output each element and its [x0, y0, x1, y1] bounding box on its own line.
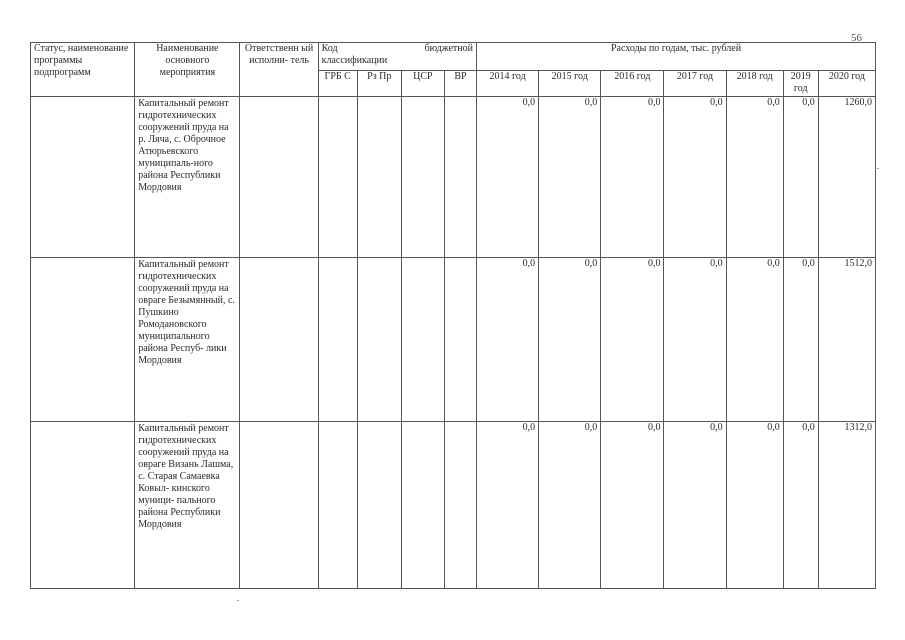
row-value-2018: 0,0 [726, 422, 783, 589]
header-year-2018: 2018 год [726, 71, 783, 97]
header-kod-right: бюджетной [424, 43, 474, 54]
row-grbs [318, 97, 357, 258]
header-event-name: Наименование основного мероприятия [135, 43, 240, 97]
row-value-2014: 0,0 [477, 422, 539, 589]
header-budget-code [318, 43, 476, 71]
header-vr: ВР [444, 71, 476, 97]
row-value-2017: 0,0 [664, 97, 726, 258]
row-rzpr [357, 97, 401, 258]
header-year-2015: 2015 год [539, 71, 601, 97]
row-csr [401, 258, 444, 422]
header-kod-left: Код [321, 43, 338, 54]
row-event-name: Капитальный ремонт гидротехнических сооружений пруда на овраге Визань Лашма, с. Старая Самаевка Ковыл- кинского муници- пального района Республики Мордовия [135, 422, 240, 589]
header-year-2020: 2020 год [818, 71, 875, 97]
row-value-2017: 0,0 [664, 258, 726, 422]
row-value-2017: 0,0 [664, 422, 726, 589]
row-value-2020: 1260,0 [818, 97, 875, 258]
table-header [31, 43, 876, 97]
header-expenses: Расходы по годам, тыс. рублей [477, 43, 876, 71]
row-vr [444, 422, 476, 589]
row-csr [401, 422, 444, 589]
table-row [31, 258, 876, 422]
header-rzpr: Рз Пр [357, 71, 401, 97]
header-year-2014: 2014 год [477, 71, 539, 97]
row-status [31, 97, 135, 258]
header-csr: ЦСР [401, 71, 444, 97]
row-grbs [318, 258, 357, 422]
row-value-2018: 0,0 [726, 258, 783, 422]
row-status [31, 422, 135, 589]
row-value-2019: 0,0 [783, 258, 818, 422]
row-responsible [240, 422, 318, 589]
header-budget-code-line2: классификации [321, 55, 388, 66]
header-status: Статус, наименование программы подпрограмм [31, 43, 135, 97]
row-value-2014: 0,0 [477, 258, 539, 422]
header-year-2017: 2017 год [664, 71, 726, 97]
row-event-name: Капитальный ремонт гидротехнических сооружений пруда на р. Ляча, с. Оброчное Атюрьевского муниципаль-ного района Республики Мордовия [135, 97, 240, 258]
row-vr [444, 258, 476, 422]
header-grbs: ГРБ С [318, 71, 357, 97]
table-row [31, 422, 876, 589]
row-value-2018: 0,0 [726, 97, 783, 258]
row-status [31, 258, 135, 422]
row-vr [444, 97, 476, 258]
row-value-2020: 1312,0 [818, 422, 875, 589]
row-value-2015: 0,0 [539, 422, 601, 589]
row-value-2016: 0,0 [601, 422, 664, 589]
table-row [31, 97, 876, 258]
scan-speck [877, 168, 879, 169]
header-year-2019: 2019 год [783, 71, 818, 97]
row-csr [401, 97, 444, 258]
row-rzpr [357, 422, 401, 589]
row-value-2019: 0,0 [783, 97, 818, 258]
row-responsible [240, 258, 318, 422]
row-value-2020: 1512,0 [818, 258, 875, 422]
row-grbs [318, 422, 357, 589]
row-value-2016: 0,0 [601, 258, 664, 422]
scan-speck [237, 600, 239, 601]
header-budget-code-line1 [322, 43, 473, 55]
header-year-2016: 2016 год [601, 71, 664, 97]
page-number: 56 [851, 32, 862, 44]
row-value-2016: 0,0 [601, 97, 664, 258]
row-value-2014: 0,0 [477, 97, 539, 258]
row-event-name: Капитальный ремонт гидротехнических сооружений пруда на овраге Безымянный, с. Пушкино Ромодановского муниципального района Респуб- лики Мордовия [135, 258, 240, 422]
budget-table [30, 42, 876, 589]
row-value-2015: 0,0 [539, 97, 601, 258]
row-responsible [240, 97, 318, 258]
row-rzpr [357, 258, 401, 422]
row-value-2015: 0,0 [539, 258, 601, 422]
row-value-2019: 0,0 [783, 422, 818, 589]
header-responsible: Ответственн ый исполни- тель [240, 43, 318, 97]
